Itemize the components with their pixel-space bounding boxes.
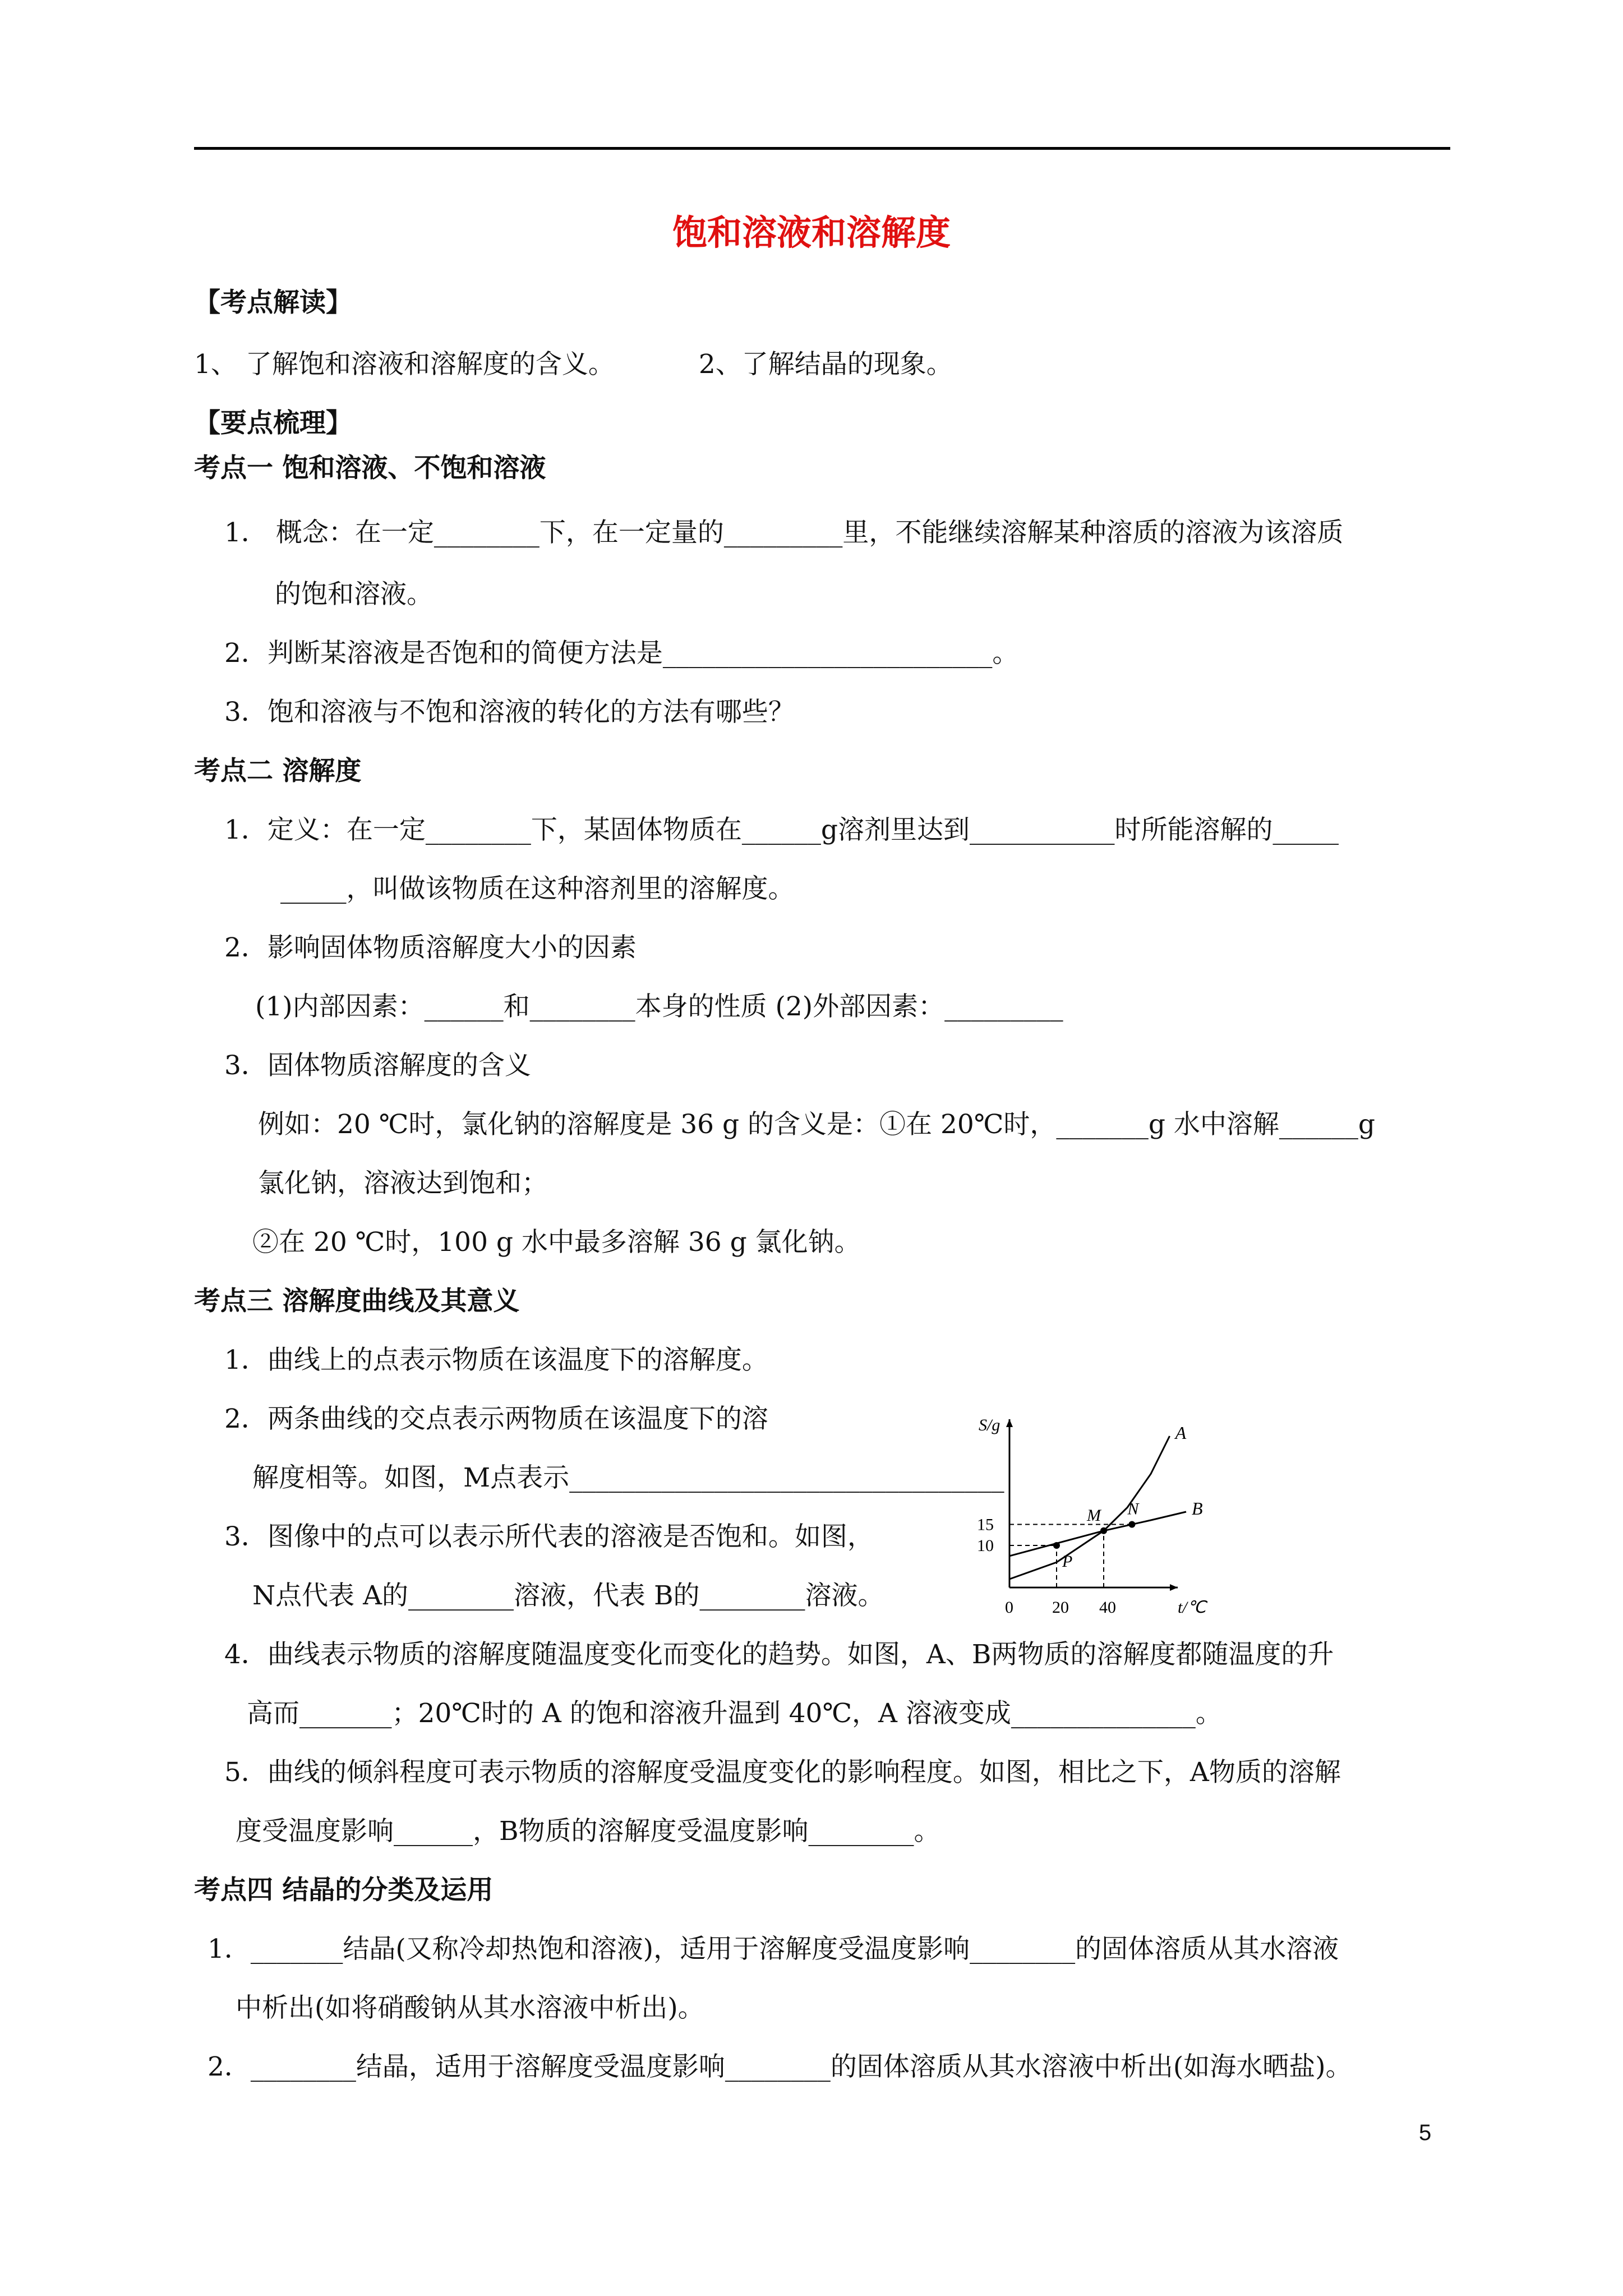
section-kaodian: 【考点解读】	[194, 287, 352, 318]
kp2-item-3: 3．固体物质溶解度的含义	[224, 1050, 531, 1081]
kp3-item-2b: 解度相等。如图，M点表示_________________________________	[252, 1462, 1004, 1493]
x-axis-arrow	[1170, 1584, 1178, 1591]
point-M	[1100, 1527, 1107, 1534]
x-tick-label: 40	[1099, 1598, 1116, 1617]
y-tick-label: 15	[977, 1515, 994, 1534]
section-yaodian: 【要点梳理】	[194, 408, 352, 439]
kp3-item-4b: 高而_______；20℃时的 A 的饱和溶液升温到 40℃，A 溶液变成______________。	[247, 1698, 1222, 1729]
kp2-item-2b: (1)内部因素：______和________本身的性质 (2)外部因素：_________	[255, 991, 1063, 1022]
kp3-item-2a: 2．两条曲线的交点表示两物质在该温度下的溶	[224, 1404, 768, 1434]
objectives-line	[194, 345, 953, 384]
kp1-item-1a: 1． 概念：在一定________下，在一定量的_________里，不能继续溶解某种溶质的溶液为该溶质	[224, 517, 1344, 548]
solubility-chart	[965, 1402, 1211, 1621]
kp3-item-1: 1．曲线上的点表示物质在该温度下的溶解度。	[224, 1345, 768, 1375]
header-rule	[194, 147, 1450, 150]
kp1-heading: 考点一 饱和溶液、不饱和溶液	[194, 453, 546, 484]
series-label-B: B	[1192, 1498, 1203, 1519]
x-tick-label: 20	[1052, 1598, 1069, 1617]
kp1-item-3: 3．饱和溶液与不饱和溶液的转化的方法有哪些？	[224, 697, 795, 728]
kp2-item-1b: _____，叫做该物质在这种溶剂里的溶解度。	[280, 873, 795, 904]
y-tick-label: 10	[977, 1536, 994, 1555]
y-axis-label: S/g	[979, 1416, 1000, 1434]
x-axis-label: t/℃	[1178, 1598, 1206, 1617]
kp2-item-3a: 例如：20 ℃时，氯化钠的溶解度是 36 g 的含义是：①在 20℃时，_______g 水中溶解______g	[258, 1109, 1375, 1140]
kp4-heading: 考点四 结晶的分类及运用	[194, 1875, 494, 1906]
kp3-item-5a: 5．曲线的倾斜程度可表示物质的溶解度受温度变化的影响程度。如图，相比之下，A物质的溶解	[224, 1757, 1341, 1788]
objective-2: 2、了解结晶的现象。	[698, 349, 953, 380]
kp4-item-2: 2．________结晶，适用于溶解度受温度影响________的固体溶质从其水溶液中析出(如海水晒盐)。	[208, 2051, 1352, 2082]
kp2-item-3b: 氯化钠，溶液达到饱和；	[258, 1168, 548, 1199]
kp2-item-3c: ②在 20 ℃时，100 g 水中最多溶解 36 g 氯化钠。	[252, 1227, 861, 1258]
x-tick-label: 0	[1005, 1598, 1013, 1617]
kp2-item-1a: 1．定义：在一定________下，某固体物质在______g溶剂里达到___________时所能溶解的_____	[224, 815, 1339, 845]
point-P	[1053, 1542, 1060, 1549]
objective-1: 1、 了解饱和溶液和溶解度的含义。	[194, 349, 615, 380]
kp3-item-3b: N点代表 A的________溶液，代表 B的________溶液。	[252, 1580, 884, 1611]
point-label-N: N	[1127, 1499, 1139, 1519]
kp4-item-1a: 1．_______结晶(又称冷却热饱和溶液)，适用于溶解度受温度影响________的固体溶质从其水溶液	[208, 1934, 1339, 1964]
page-title: 饱和溶液和溶解度	[672, 212, 951, 253]
point-label-M: M	[1087, 1506, 1101, 1525]
kp3-item-3a: 3．图像中的点可以表示所代表的溶液是否饱和。如图，	[224, 1521, 874, 1552]
kp2-item-2: 2．影响固体物质溶解度大小的因素	[224, 932, 637, 963]
kp1-item-1b: 的饱和溶液。	[275, 579, 433, 610]
kp1-item-2: 2．判断某溶液是否饱和的简便方法是_________________________。	[224, 638, 1019, 669]
page-number: 5	[1419, 2120, 1432, 2145]
point-label-P: P	[1062, 1552, 1073, 1571]
kp4-item-1b: 中析出(如将硝酸钠从其水溶液中析出)。	[236, 1993, 704, 2023]
kp3-item-4a: 4．曲线表示物质的溶解度随温度变化而变化的趋势。如图，A、B两物质的溶解度都随温度的升	[224, 1639, 1334, 1670]
point-N	[1128, 1521, 1135, 1528]
series-label-A: A	[1175, 1423, 1187, 1443]
kp3-item-5b: 度受温度影响______，B物质的溶解度受温度影响________。	[236, 1816, 940, 1847]
kp2-heading: 考点二 溶解度	[194, 756, 362, 786]
kp3-heading: 考点三 溶解度曲线及其意义	[194, 1286, 520, 1317]
y-axis-arrow	[1006, 1419, 1013, 1427]
